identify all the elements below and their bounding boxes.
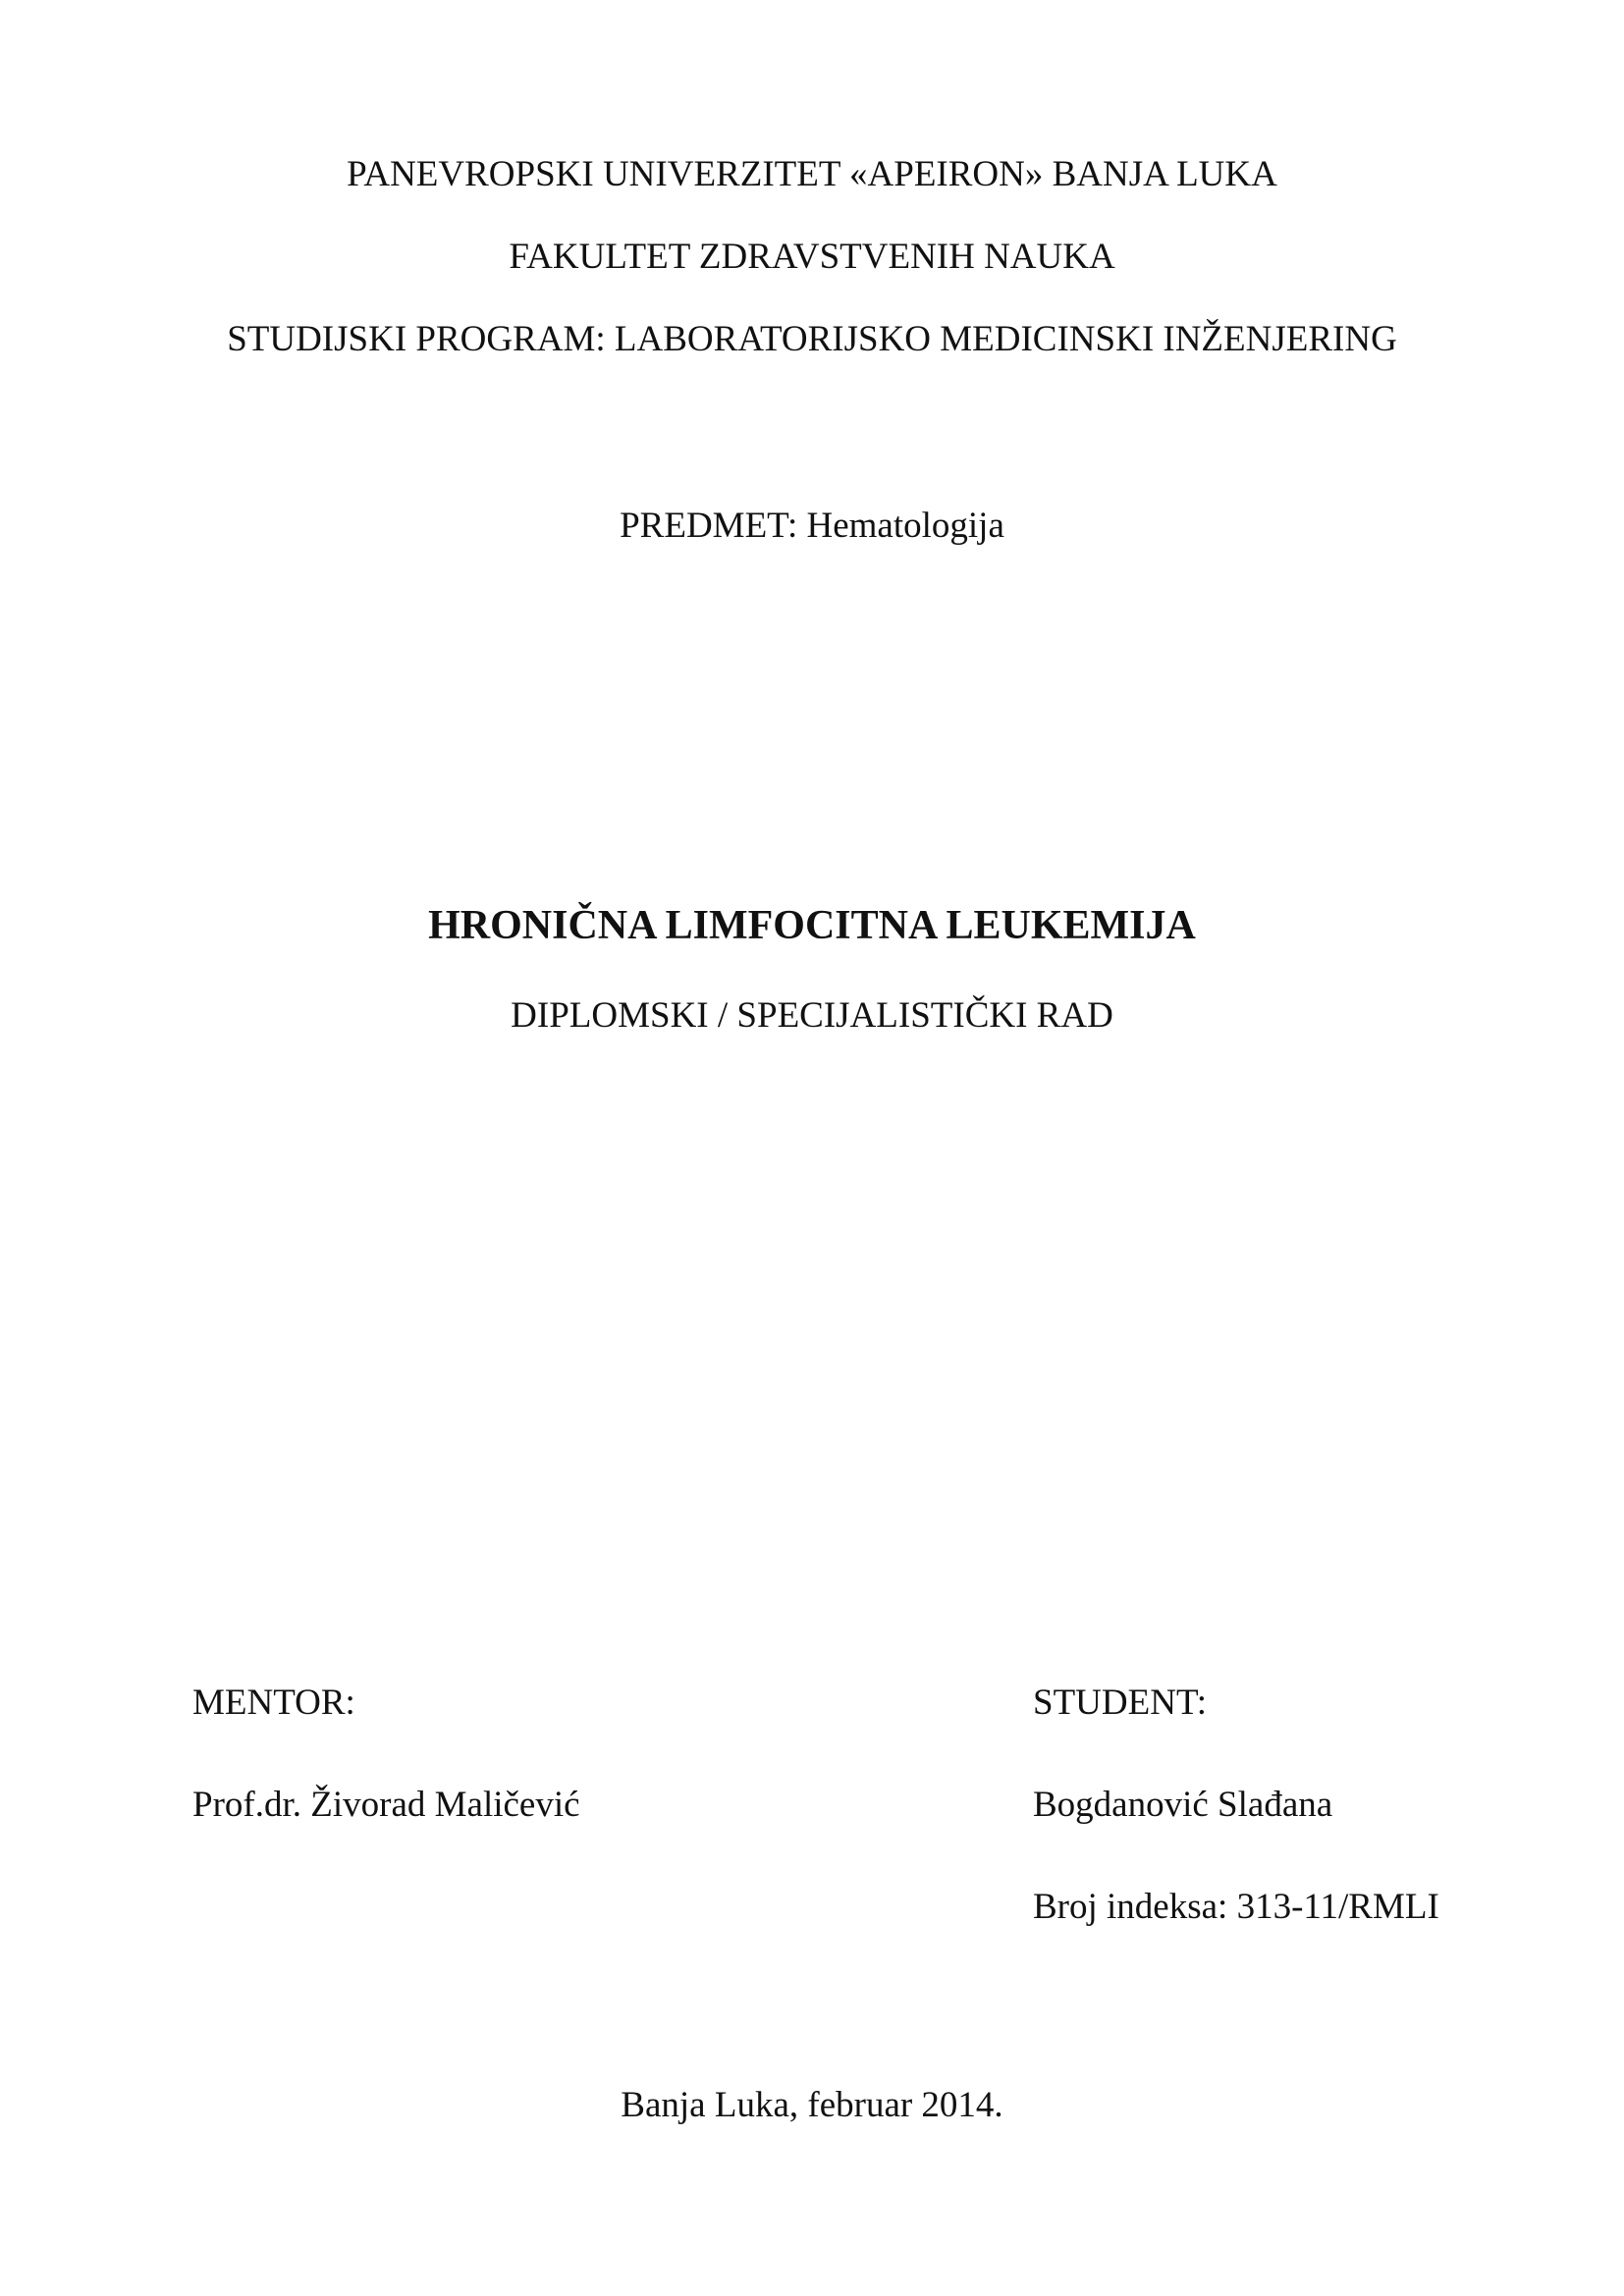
student-label: STUDENT: <box>1033 1682 1207 1723</box>
thesis-title: HRONIČNA LIMFOCITNA LEUKEMIJA <box>428 903 1196 948</box>
mentor-label: MENTOR: <box>192 1682 355 1723</box>
student-index-number: Broj indeksa: 313-11/RMLI <box>1033 1887 1439 1927</box>
faculty-name: FAKULTET ZDRAVSTVENIH NAUKA <box>509 237 1115 277</box>
mentor-name: Prof.dr. Živorad Maličević <box>192 1785 580 1825</box>
university-name: PANEVROPSKI UNIVERZITET «APEIRON» BANJA LUKA <box>347 154 1277 194</box>
thesis-type: DIPLOMSKI / SPECIJALISTIČKI RAD <box>511 995 1113 1036</box>
place-and-date: Banja Luka, februar 2014. <box>621 2085 1003 2125</box>
subject-line: PREDMET: Hematologija <box>620 506 1004 546</box>
study-program: STUDIJSKI PROGRAM: LABORATORIJSKO MEDICINSKI INŽENJERING <box>227 319 1397 359</box>
student-name: Bogdanović Slađana <box>1033 1785 1333 1825</box>
